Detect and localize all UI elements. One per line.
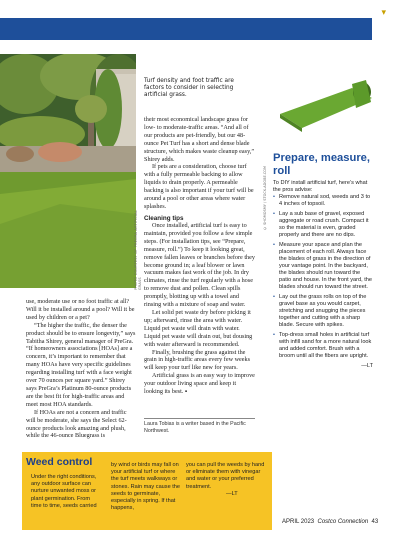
sidebar-signature: —LT [361, 363, 373, 369]
bullet-icon: • [273, 211, 275, 217]
article-column-middle [144, 116, 255, 211]
paragraph: “The higher the traffic, the denser the product should be to ensure longevity,” says Tabitha Shirey, general manager of PreGra. “If homeowners associations [HOAs] are a concern, it’s important to remember that many HOAs have very specific guidelines regarding installing turf with a face weight over 70 ounces per square yard.” Shirey says PreGra’s Platinum 80-ounce products are the best fit for high-traffic areas and meet most HOA standards. [26, 321, 136, 408]
cleaning-tips-text [144, 222, 255, 396]
list-item [273, 194, 373, 208]
weed-control-title: Weed control [26, 456, 93, 468]
photo-credit: PHOTO COURTESY OF PREGRA ARTIFICIAL GRASS [134, 209, 142, 290]
sidebar-intro: To DIY install artificial turf, here’s what the pros advise: [273, 180, 368, 193]
page-number: 43 [371, 519, 379, 525]
paragraph: If pets are a consideration, choose turf with a fully permeable backing to allow liquids to drain properly. A permeable backing is also important if your turf will be around a pool or other areas where water splashes. [144, 163, 254, 210]
lawn-photo-graphic [0, 54, 136, 288]
bullet-icon: • [273, 194, 275, 200]
list-item [273, 242, 373, 291]
author-bio: Laura Tobias is a writer based in the Pacific Northwest. [144, 421, 246, 434]
list-item [273, 332, 373, 360]
turf-roll-graphic [276, 78, 372, 136]
photo-caption: Turf density and foot traffic are factors to consider in selecting artificial grass. [144, 78, 234, 98]
list-item-text: Lay out the grass rolls on top of the gravel base as you would carpet, stretching and snugging the pieces together and cutting with a sharp blade. Secure with spikes. [279, 294, 367, 328]
sidebar-credit: © SHOMOSMY / STOCK.ADOBE.COM [263, 165, 267, 230]
turf-roll-image [276, 78, 372, 136]
list-item-text: Top-dress small holes in artificial turf with infill sand for a more natural look and added comfort. Brush with a broom until all the fibers are upright. [279, 332, 372, 359]
corner-arrow-icon: ▾ [381, 8, 386, 18]
sidebar-title: Prepare, measure, roll [273, 152, 371, 177]
sidebar-list [273, 194, 373, 370]
paragraph: Once installed, artificial turf is easy to maintain, provided you follow a few simple steps. (For installation tips, see “Prepare, measure, roll.”) To keep it looking great, remove fallen leaves or branches before they become ground in; a leaf blower or lawn vacuum makes fast work of the job. In dry climates, rinse the turf regularly with a hose to remove dust and pollen. Clean spills promptly, blotting up with a towel and rinsing with a mixture of soap and water. [144, 222, 255, 309]
list-item [273, 294, 373, 329]
paragraph: Artificial grass is an easy way to improve your outdoor living space and keep it looking its best. ▪ [144, 372, 255, 396]
magazine-name: Costco Connection [317, 519, 369, 525]
paragraph: use, moderate use or no foot traffic at all? Will it be installed around a pool? Will it be used by children or a pet? [26, 298, 135, 321]
header-bar [0, 18, 372, 40]
bullet-icon: • [273, 332, 275, 338]
issue-date: APRIL 2023 [282, 519, 315, 525]
paragraph: Let solid pet waste dry before picking it up; afterward, rinse the area with water. Liquid pet waste will drain with water. Liquid pet waste will drain out, but dousing with water afterward is recommended. [144, 308, 253, 348]
page-footer [282, 519, 378, 525]
weed-control-text-3-body: you can pull the weeds by hand or eliminate them with vinegar and water or your preferred treatment. [186, 462, 265, 490]
weed-signature: —LT [226, 490, 238, 497]
bullet-icon: • [273, 242, 275, 248]
cleaning-tips-heading: Cleaning tips [144, 215, 184, 222]
weed-control-text-3 [186, 462, 266, 498]
paragraph: If HOAs are not a concern and traffic will be moderate, she says the Select 62-ounce products look amazing and plush, while the 46-ounce Bluegrass is [26, 408, 127, 440]
weed-control-text-1: Under the right conditions, any outdoor surface can nurture unwanted moss or plant germination. From time to time, seeds carried [31, 474, 97, 509]
list-item-text: Lay a sub base of gravel, exposed aggregate or road crush. Compact it so the material is even, graded properly and there are no dips. [279, 211, 369, 238]
paragraph: their most economical landscape grass for low- to moderate-traffic areas. “And all of our products are pet-friendly, but our 48-ounce Pet Turf has a short and dense blade structure, which makes waste cleanup easy,” Shirey adds. [144, 116, 255, 163]
list-item [273, 211, 373, 239]
weed-control-text-2: by wind or birds may fall on your artificial turf or where the turf meets walkways or stones. Rain may cause the seeds to germinate, especially in spring. If that happens, [111, 462, 181, 512]
lawn-photo [0, 54, 136, 288]
bullet-icon: • [273, 294, 275, 300]
paragraph: Finally, brushing the grass against the grain in high-traffic areas every few weeks will keep your turf like new for years. [144, 348, 251, 372]
list-item-text: Measure your space and plan the placement of each roll. Always face the blades of grass in the direction of your vantage point. In the backyard, the blades should run toward the patio and house. In the front yard, the blades should run toward the street. [279, 242, 372, 290]
divider [144, 418, 255, 419]
article-column-left [26, 298, 137, 440]
list-item-text: Remove natural sod, weeds and 3 to 4 inches of topsoil. [279, 194, 371, 207]
